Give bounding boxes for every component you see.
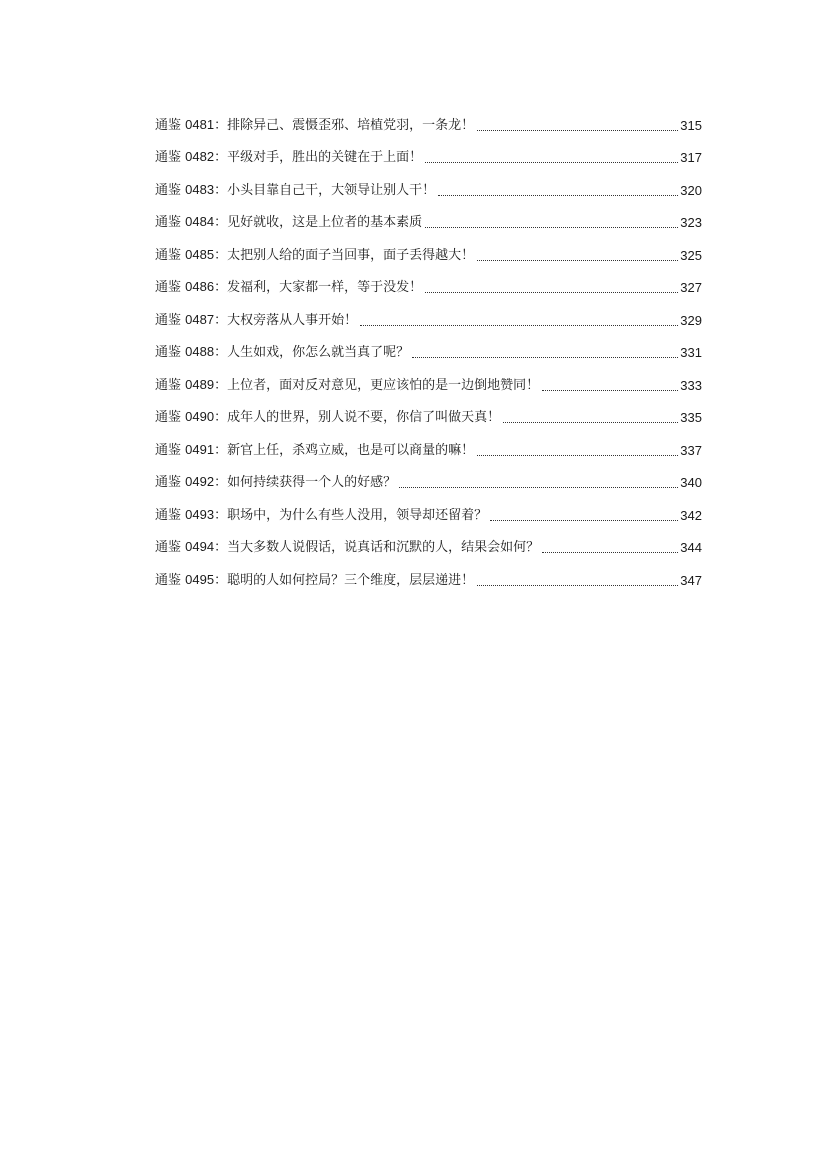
toc-entry[interactable] [155,331,702,364]
toc-entry-label [155,245,474,266]
toc-page-number: 344 [680,540,702,555]
toc-entry-code: 0492 [185,474,215,489]
dot-leader [542,390,678,391]
toc-entry-prefix: 通鉴 [155,442,186,458]
toc-entry-code: 0482 [185,149,215,164]
toc-entry[interactable] [155,266,702,299]
dot-leader [477,585,678,586]
toc-page-number: 325 [680,247,702,263]
toc-entry-title: ：如何持续获得一个人的好感？ [214,475,397,490]
dot-leader [425,292,678,293]
toc-entry-prefix: 通鉴 [155,280,186,295]
toc-entry-prefix: 通鉴 [155,377,186,393]
toc-entry-prefix: 通鉴 [155,215,186,230]
dot-leader [477,455,678,456]
toc-entry-prefix: 通鉴 [155,312,186,328]
toc-entry-title: ：发福利，大家都一样，等于没发！ [214,280,423,295]
toc-entry-prefix: 通鉴 [155,117,186,133]
toc-entry-title: ：排除异己、震慑歪邪、培植党羽，一条龙！ [214,117,475,133]
toc-entry-title: ：平级对手，胜出的关键在于上面！ [214,150,423,165]
toc-entry-code: 0494 [185,539,215,554]
toc-entry[interactable] [155,461,702,494]
dot-leader [542,552,678,553]
toc-entry-code: 0481 [185,116,215,132]
toc-entry[interactable] [155,103,702,136]
toc-entry[interactable] [155,233,702,266]
toc-page-number: 337 [680,442,702,458]
toc-entry-code: 0491 [185,441,215,457]
toc-entry[interactable] [155,428,702,461]
dot-leader [360,325,678,326]
toc-entry-prefix: 通鉴 [155,247,186,263]
toc-page-number: 340 [680,475,702,490]
dot-leader [438,195,678,196]
toc-entry-title: ：新官上任，杀鸡立威，也是可以商量的嘛！ [214,442,475,458]
toc-entry-code: 0484 [185,214,215,229]
toc-entry-label [155,375,539,396]
toc-entry-prefix: 通鉴 [155,572,186,588]
toc-page-number: 333 [680,377,702,393]
toc-entry-prefix: 通鉴 [155,345,186,360]
toc-entry-prefix: 通鉴 [155,540,186,555]
toc-entry-prefix: 通鉴 [155,507,186,523]
toc-entry-label [155,407,500,428]
dot-leader [503,422,678,423]
toc-entry[interactable] [155,363,702,396]
toc-entry-title: ：当大多数人说假话，说真话和沉默的人，结果会如何？ [214,540,540,555]
toc-entry-label [155,505,487,526]
toc-page-number: 323 [680,215,702,230]
toc-entry-prefix: 通鉴 [155,182,186,198]
toc-entry-title: ：见好就收，这是上位者的基本素质 [214,215,423,230]
toc-entry-label [155,570,474,591]
dot-leader [477,130,678,131]
toc-entry-code: 0486 [185,279,215,294]
toc-entry-label [155,115,474,136]
toc-entry-label [155,310,357,331]
dot-leader [490,520,678,521]
toc-page-number: 315 [680,117,702,133]
toc-entry-code: 0490 [185,409,215,424]
toc-entry-label [155,472,396,493]
toc-entry-prefix: 通鉴 [155,410,186,425]
toc-entry-label [155,277,422,298]
toc-entry-label [155,537,539,558]
toc-entry-prefix: 通鉴 [155,475,186,490]
dot-leader [425,162,678,163]
toc-page-number: 335 [680,410,702,425]
toc-page-number: 317 [680,150,702,165]
toc-page-number: 347 [680,572,702,588]
toc-entry[interactable] [155,558,702,591]
toc-page-number: 331 [680,345,702,360]
toc-entry-code: 0485 [185,246,215,262]
toc-entry[interactable] [155,201,702,234]
toc-entry-title: ：大权旁落从人事开始！ [214,312,358,328]
toc-entry[interactable] [155,136,702,169]
toc-entry-label [155,212,422,233]
dot-leader [412,357,678,358]
toc-entry-title: ：职场中，为什么有些人没用，领导却还留着？ [214,507,488,523]
toc-entry[interactable] [155,493,702,526]
dot-leader [399,487,678,488]
toc-entry-title: ：太把别人给的面子当回事，面子丢得越大！ [214,247,475,263]
toc-entry[interactable] [155,298,702,331]
toc-entry-label [155,440,474,461]
toc-entry-code: 0489 [185,376,215,392]
toc-entry-title: ：聪明的人如何控局？三个维度，层层递进！ [214,572,475,588]
toc-entry[interactable] [155,396,702,429]
toc-entry-prefix: 通鉴 [155,150,186,165]
toc-entry-label [155,180,435,201]
toc-entry-code: 0487 [185,311,215,327]
toc-entry-title: ：上位者，面对反对意见，更应该怕的是一边倒地赞同！ [214,377,540,393]
toc-page-number: 327 [680,280,702,295]
toc-entry[interactable] [155,168,702,201]
toc-entry-code: 0493 [185,506,215,522]
toc-entry-label [155,342,409,363]
toc-page-number: 342 [680,507,702,523]
toc-page-number: 329 [680,312,702,328]
toc-entry-title: ：人生如戏，你怎么就当真了呢？ [214,345,410,360]
toc-entry-title: ：成年人的世界，别人说不要，你信了叫做天真！ [214,410,501,425]
toc-entry-code: 0488 [185,344,215,359]
table-of-contents [155,103,702,591]
dot-leader [477,260,678,261]
toc-entry-code: 0495 [185,571,215,587]
toc-entry-code: 0483 [185,181,215,197]
toc-entry[interactable] [155,526,702,559]
toc-entry-title: ：小头目靠自己干，大领导让别人干！ [214,182,436,198]
toc-page-number: 320 [680,182,702,198]
toc-entry-label [155,147,422,168]
dot-leader [425,227,678,228]
